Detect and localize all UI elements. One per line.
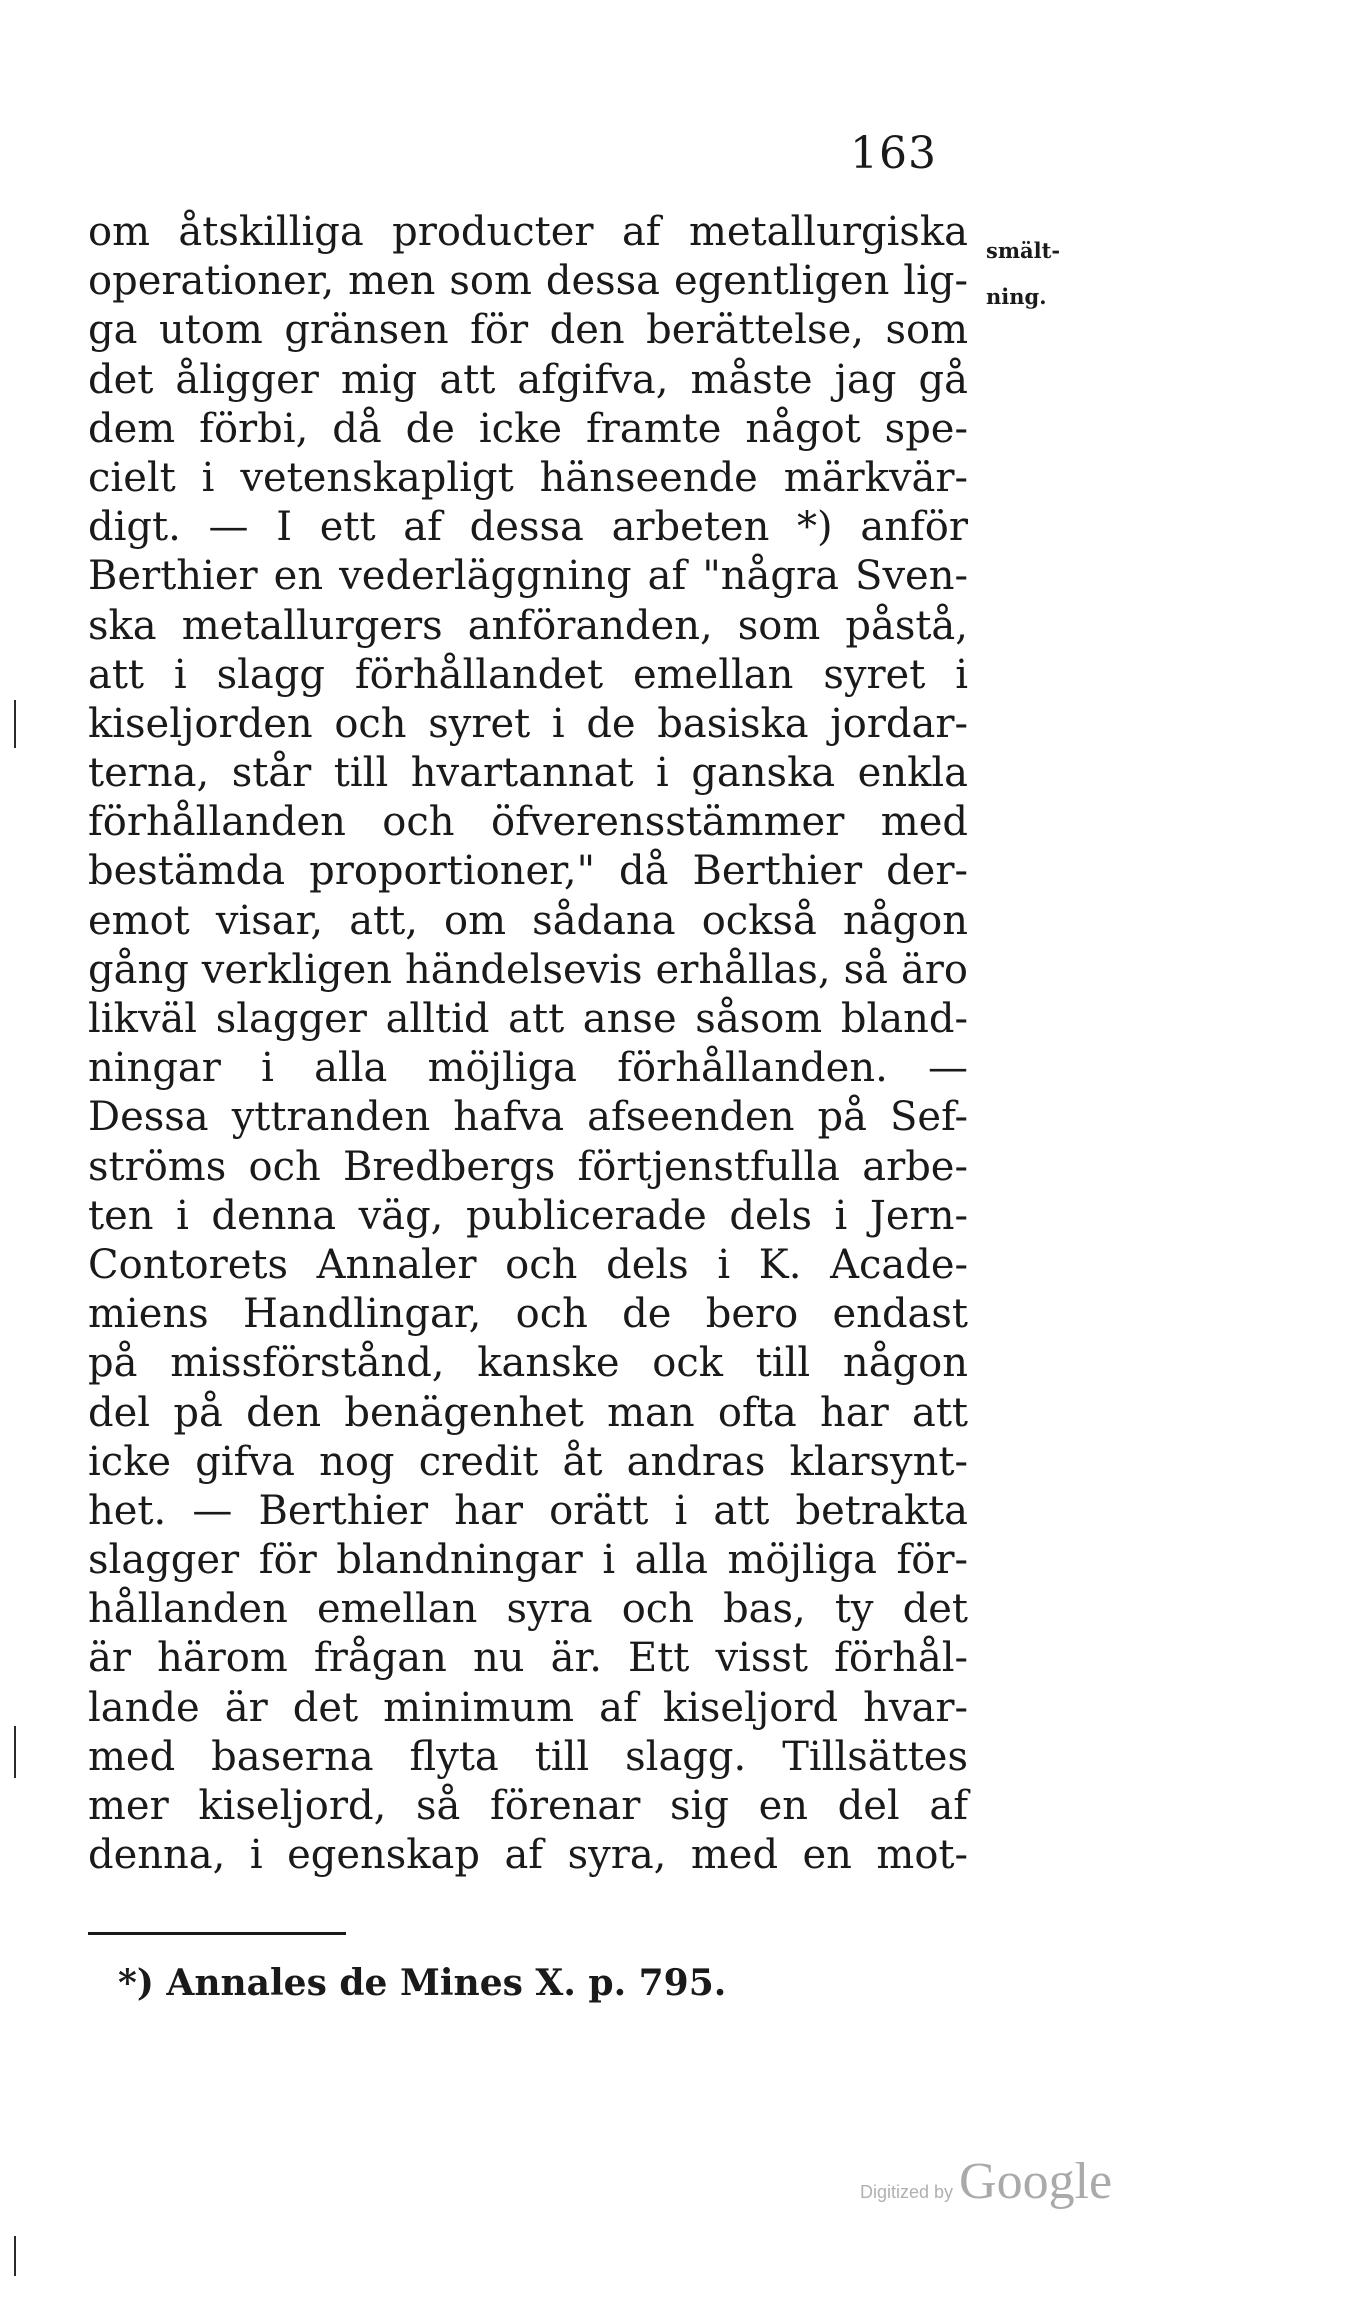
text-line: miens Handlingar, och de bero endast [88, 1291, 968, 1338]
footnote: *) Annales de Mines X. p. 795. [118, 1962, 727, 2004]
margin-note-line: smält- [986, 238, 1061, 263]
text-line: ga utom gränsen för den berättelse, som [88, 307, 968, 354]
google-logo: Google [959, 2153, 1113, 2210]
text-line: terna, står till hvartannat i ganska enkla [88, 750, 968, 797]
digitized-by-label: Digitized by [860, 2182, 954, 2202]
text-line: om åtskilliga producter af metallurgiska [88, 209, 968, 255]
text-line: digt. — I ett af dessa arbeten *) anför [88, 504, 968, 551]
text-line: slagger för blandningar i alla möjliga för- [88, 1537, 968, 1584]
text-line: gång verkligen händelsevis erhållas, så äro [88, 946, 968, 993]
page-number: 163 [850, 128, 937, 179]
text-line: bestämda proportioner," då Berthier der- [88, 848, 968, 895]
footnote-rule [88, 1932, 346, 1935]
text-line: Berthier en vederläggning af "några Sven- [88, 553, 968, 600]
text-line: hållanden emellan syra och bas, ty det [88, 1586, 968, 1633]
text-line: Contorets Annaler och dels i K. Acade- [88, 1241, 968, 1288]
scan-edge-mark [14, 1726, 16, 1778]
text-line: del på den benägenhet man ofta har att [88, 1389, 968, 1436]
text-line: kiseljorden och syret i de basiska jordar- [88, 700, 968, 747]
scan-edge-mark [14, 700, 16, 748]
text-line: ten i denna väg, publicerade dels i Jern- [88, 1192, 968, 1239]
text-line: det åligger mig att afgifva, måste jag gå [88, 356, 968, 403]
text-line: operationer, men som dessa egentligen lig- [88, 258, 968, 305]
margin-note-line: ning. [986, 284, 1047, 309]
margin-note [986, 228, 1060, 320]
text-line: lande är det minimum af kiseljord hvar- [88, 1684, 968, 1731]
text-line: cielt i vetenskapligt hänseende märkvär- [88, 454, 968, 501]
text-line: på missförstånd, kanske ock till någon [88, 1340, 968, 1387]
text-line: icke gifva nog credit åt andras klarsynt- [88, 1438, 968, 1485]
text-line: emot visar, att, om sådana också någon [88, 897, 968, 944]
text-line: Dessa yttranden hafva afseenden på Sef- [88, 1094, 968, 1141]
text-line: med baserna flyta till slagg. Tillsättes [88, 1733, 968, 1780]
text-line: likväl slagger alltid att anse såsom bland- [88, 996, 968, 1042]
text-line: dem förbi, då de icke framte något spe- [88, 405, 968, 452]
text-line: förhållanden och öfverensstämmer med [88, 799, 968, 846]
scan-edge-mark [14, 2236, 16, 2276]
body-text [88, 208, 968, 1880]
text-line: het. — Berthier har orätt i att betrakta [88, 1487, 968, 1534]
text-line: ningar i alla möjliga förhållanden. — [88, 1045, 968, 1092]
text-line: mer kiseljord, så förenar sig en del af [88, 1783, 968, 1829]
text-line: ströms och Bredbergs förtjenstfulla arbe- [88, 1143, 968, 1190]
text-line: ska metallurgers anföranden, som påstå, [88, 602, 968, 649]
digitized-watermark [860, 2152, 1112, 2211]
text-line: denna, i egenskap af syra, med en mot- [88, 1832, 968, 1879]
text-line: är härom frågan nu är. Ett visst förhål- [88, 1635, 968, 1682]
text-line: att i slagg förhållandet emellan syret i [88, 651, 968, 698]
